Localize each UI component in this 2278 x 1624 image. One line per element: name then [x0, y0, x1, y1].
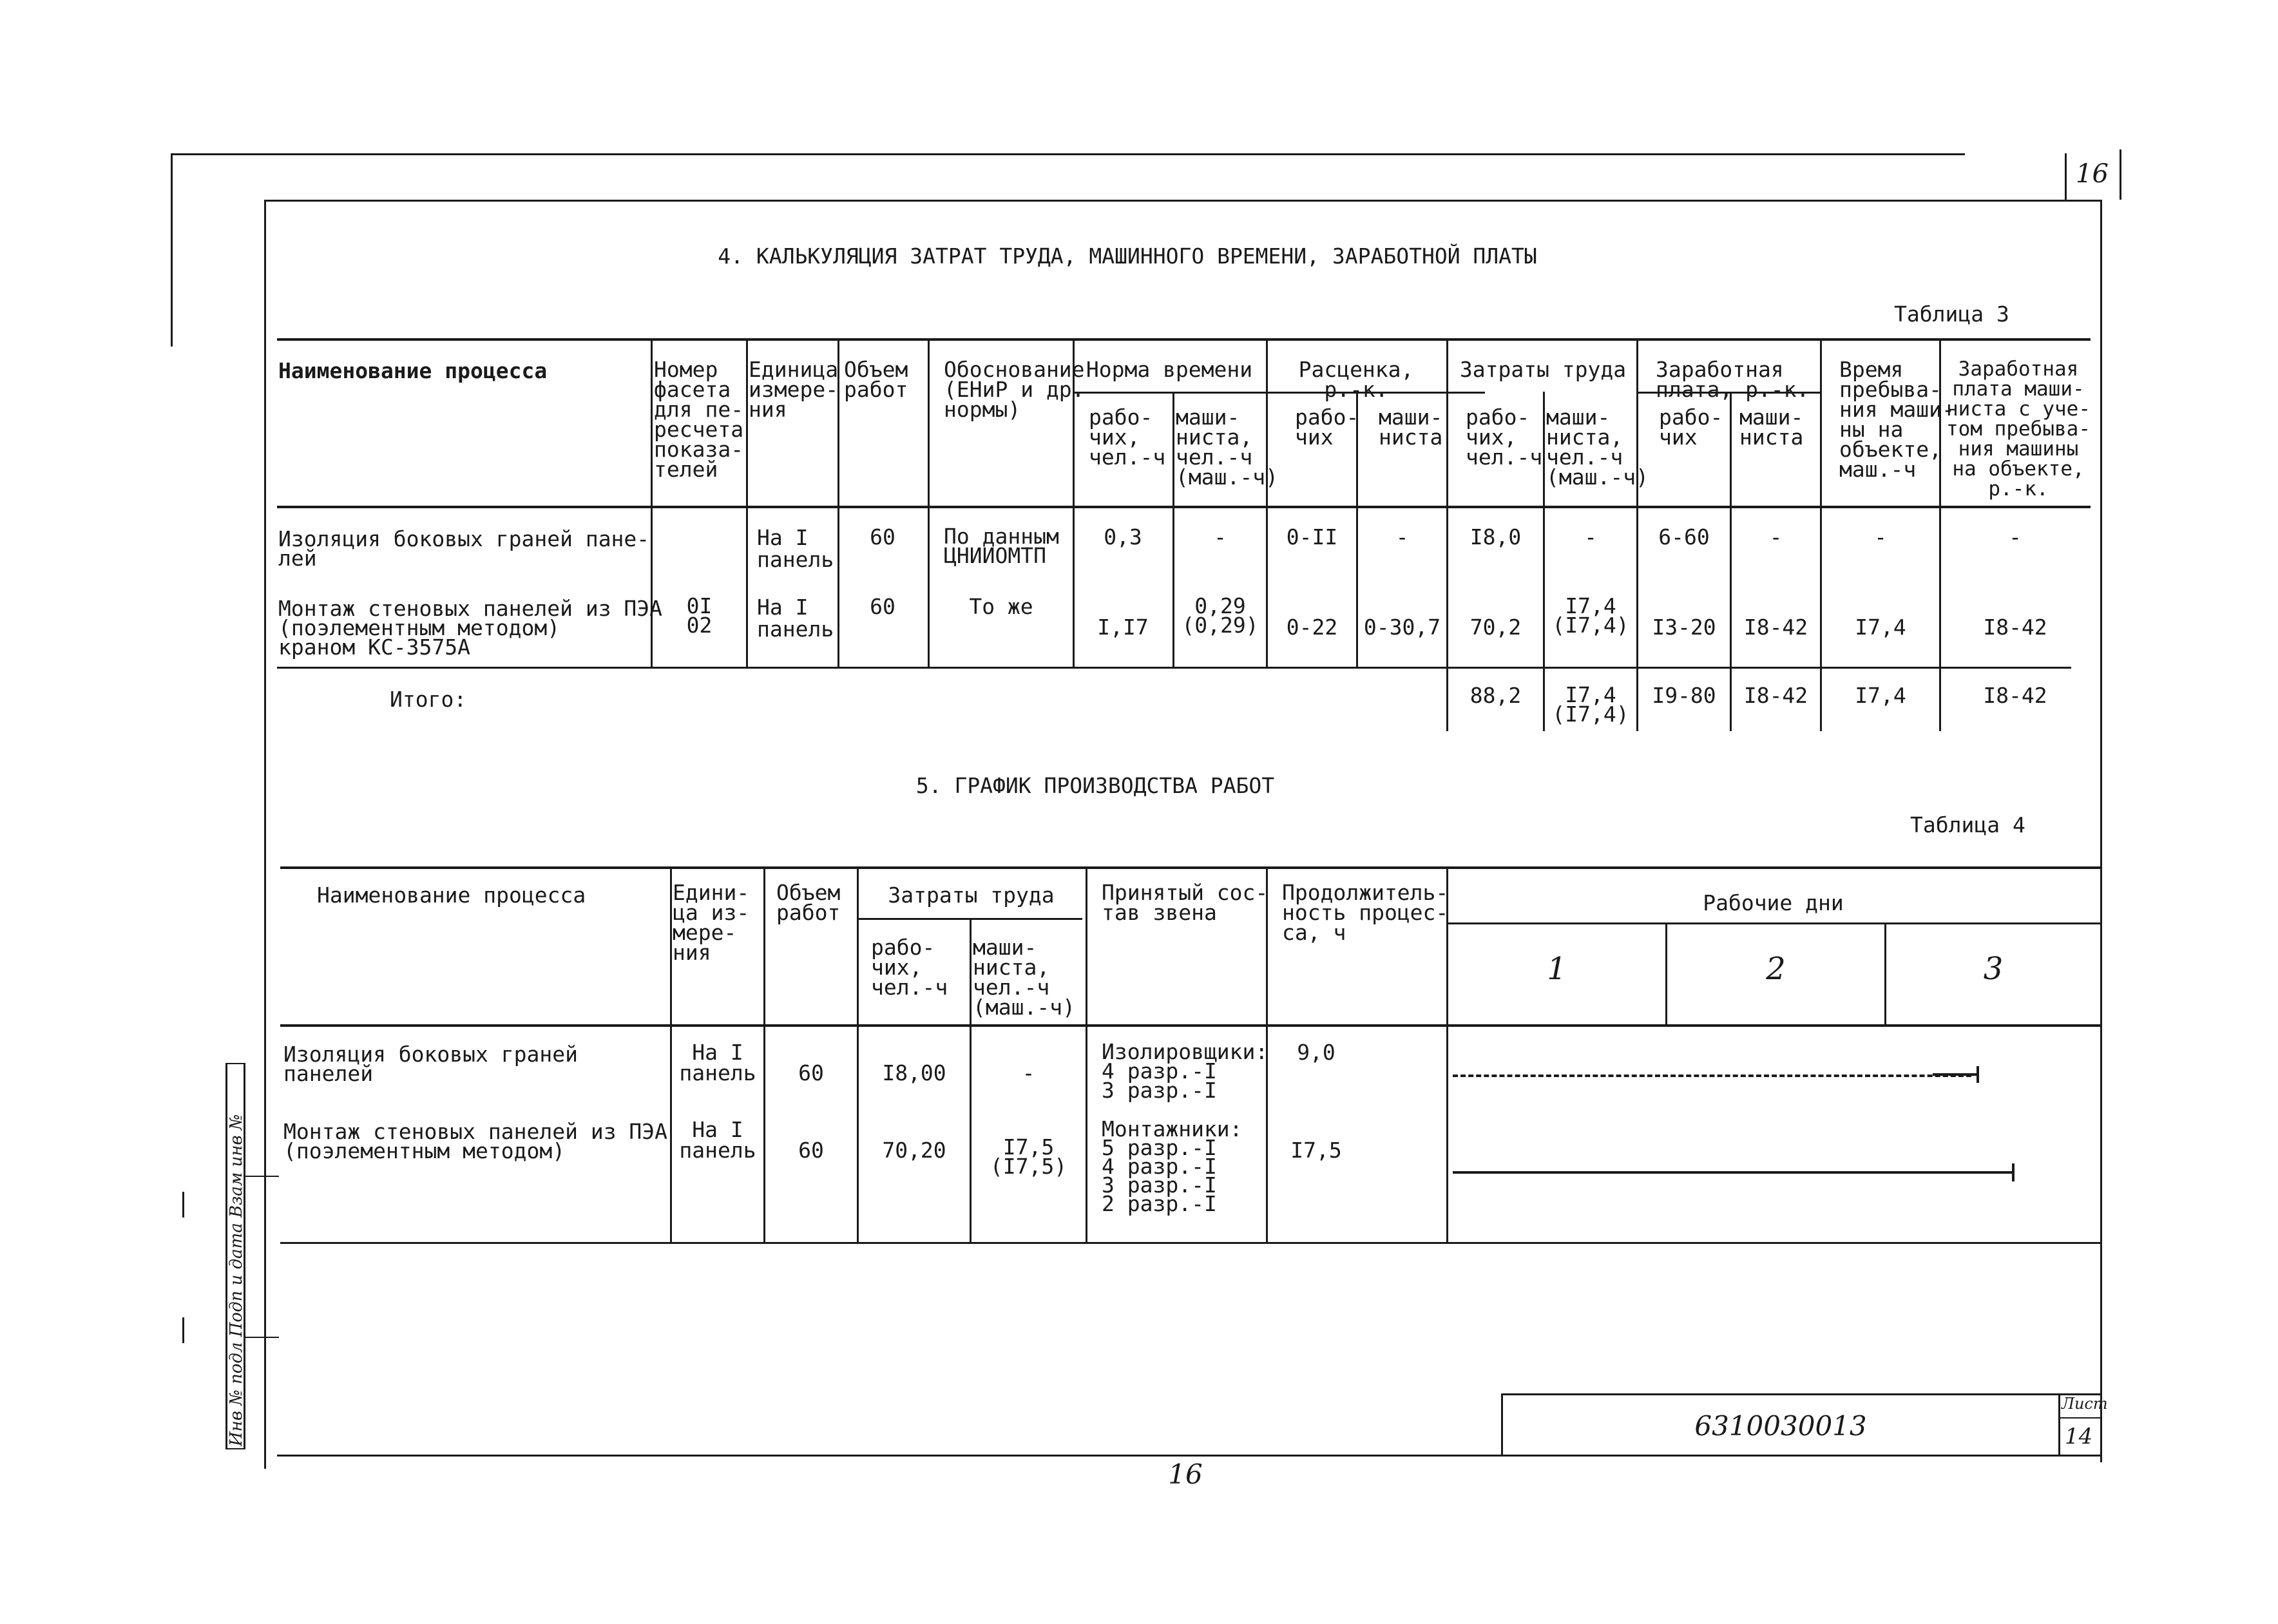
t3-r1-basis: По данным ЦНИИОМТП	[944, 524, 1059, 568]
page-bottom-number: 16	[1168, 1458, 1203, 1490]
t3-r2-rate-workers: 0-22	[1286, 615, 1338, 640]
t4-day-2: 2	[1766, 951, 1786, 987]
t3-r1-process: Изоляция боковых граней пане- лей	[278, 526, 650, 571]
t3-header-facet: Номер фасета для пе- ресчета показа- телей	[654, 357, 744, 482]
gantt-bar-insulation-end	[1977, 1066, 1979, 1083]
t4-r1-unit: На I панель	[679, 1040, 756, 1085]
t3-r1-volume: 60	[870, 524, 895, 549]
t3-total-label: Итого:	[390, 687, 467, 712]
t3-header-machine-wage: Заработная плата маши- ниста с уче- том пребыва- ния машины на объекте, р.-к.	[1946, 358, 2091, 501]
t3-r1-wage-workers: 6-60	[1658, 524, 1710, 549]
t3-header-norm-workers: рабо- чих, чел.-ч	[1089, 405, 1166, 470]
t3-r1-rate-workers: 0-II	[1286, 524, 1338, 549]
t4-day-3: 3	[1983, 951, 2004, 987]
t3-r2-facet: 0I 02	[686, 593, 713, 638]
t3-r2-wage-workers: I3-20	[1652, 615, 1716, 640]
t4-header-duration: Продолжитель- ность процес- са, ч	[1282, 880, 1449, 945]
t3-r1-machine-time: -	[1874, 524, 1887, 549]
doc-code: 6310030013	[1694, 1410, 1867, 1442]
t3-r1-unit: На I панель	[757, 525, 834, 572]
section5-title: 5. ГРАФИК ПРОИЗВОДСТВА РАБОТ	[915, 773, 1275, 798]
t4-r1-crew: Изолировщики: 4 разр.-I 3 разр.-I	[1102, 1039, 1268, 1103]
t3-r1-labor-workers: I8,0	[1469, 524, 1522, 549]
t4-r2-labor-workers: 70,20	[882, 1138, 946, 1163]
t4-r2-process: Монтаж стеновых панелей из ПЭА (поэлементным методом)	[283, 1119, 668, 1163]
t4-r1-volume: 60	[798, 1060, 824, 1085]
t4-r2-crew: Монтажники: 5 разр.-I 4 разр.-I 3 разр.-I 2 разр.-I	[1102, 1116, 1243, 1216]
t4-r2-duration: I7,5	[1290, 1138, 1342, 1163]
t3-header-volume: Объем работ	[844, 357, 908, 402]
t3-header-norm: Норма времени	[1086, 357, 1253, 382]
t3-r2-wage-machinists: I8-42	[1743, 615, 1808, 640]
t3-header-labor-workers: рабо- чих, чел.-ч	[1466, 405, 1543, 470]
t4-header-labor: Затраты труда	[888, 883, 1055, 908]
t4-header-volume: Объем работ	[776, 880, 841, 925]
side-stamp-text: Инв № подл Подп и дата Взам инв №	[227, 1114, 246, 1446]
t4-r1-labor-workers: I8,00	[882, 1060, 946, 1085]
gantt-bar-insulation-tail	[1933, 1073, 1978, 1076]
t4-header-days: Рабочие дни	[1703, 890, 1844, 915]
t4-header-unit: Едини- ца из- мере- ния	[673, 880, 750, 965]
t3-header-unit: Единица измере- ния	[749, 357, 839, 422]
t4-header-labor-workers: рабо- чих, чел.-ч	[871, 935, 948, 1000]
t3-r1-norm-machinists: -	[1214, 524, 1227, 549]
t3-header-basis: Обоснование (ЕНиР и др. нормы)	[944, 357, 1085, 422]
t3-header-wage-machinists: маши- ниста	[1739, 405, 1804, 450]
t3-r2-process: Монтаж стеновых панелей из ПЭА (поэлементным методом) краном КС-3575А	[278, 596, 663, 660]
t3-r2-volume: 60	[870, 594, 895, 619]
section4-title: 4. КАЛЬКУЛЯЦИЯ ЗАТРАТ ТРУДА, МАШИННОГО ВРЕМЕНИ, ЗАРАБОТНОЙ ПЛАТЫ	[718, 244, 1537, 269]
t4-r2-volume: 60	[798, 1138, 824, 1163]
t3-r2-machine-wage: I8-42	[1983, 615, 2047, 640]
t4-header-labor-machinists: маши- ниста, чел.-ч (маш.-ч)	[973, 935, 1075, 1020]
t3-header-wage: Заработная плата, р.-к.	[1656, 357, 1810, 402]
t3-r2-norm-machinists: 0,29 (0,29)	[1182, 593, 1259, 638]
t4-r1-labor-machinists: -	[1022, 1060, 1035, 1085]
t3-r2-norm-workers: I,I7	[1097, 615, 1149, 640]
gantt-bar-insulation	[1453, 1075, 1971, 1077]
t3-header-norm-machinists: маши- ниста, чел.-ч (маш.-ч)	[1176, 405, 1278, 490]
sheet-number: 14	[2065, 1424, 2093, 1449]
t3-r1-labor-machinists: -	[1584, 524, 1597, 549]
t3-r2-basis: То же	[969, 594, 1033, 619]
t3-r1-norm-workers: 0,3	[1104, 524, 1142, 549]
t3-r2-labor-machinists: I7,4 (I7,4)	[1552, 593, 1629, 638]
t3-r2-labor-workers: 70,2	[1469, 615, 1522, 640]
t3-header-rate-machinists: маши- ниста	[1379, 405, 1443, 450]
t3-r1-wage-machinists: -	[1769, 524, 1783, 549]
t3-header-labor-machinists: маши- ниста, чел.-ч (маш.-ч)	[1546, 405, 1649, 490]
t3-header-rate-workers: рабо- чих	[1295, 405, 1359, 450]
t3-r2-rate-machinists: 0-30,7	[1363, 615, 1441, 640]
section5-table-label: Таблица 4	[1910, 812, 2025, 837]
t3-r1-rate-machinists: -	[1395, 524, 1409, 549]
t4-r1-duration: 9,0	[1297, 1040, 1335, 1065]
t3-total-labor-workers: 88,2	[1469, 683, 1522, 708]
t3-total-wage-workers: I9-80	[1652, 683, 1716, 708]
t4-header-process: Наименование процесса	[317, 883, 586, 908]
sheet-label: Лист	[2062, 1395, 2108, 1413]
t3-r2-unit: На I панель	[757, 595, 834, 642]
t3-total-machine-wage: I8-42	[1983, 683, 2047, 708]
t4-day-1: 1	[1547, 951, 1567, 987]
t4-r1-process: Изоляция боковых граней панелей	[283, 1042, 578, 1086]
gantt-bar-mounting-end	[2012, 1163, 2015, 1181]
t3-header-rate: Расценка, р.-к.	[1298, 357, 1414, 402]
gantt-bar-mounting	[1453, 1171, 2013, 1174]
t3-header-wage-workers: рабо- чих	[1659, 405, 1723, 450]
t4-header-crew: Принятый сос- тав звена	[1102, 880, 1268, 925]
t3-r2-machine-time: I7,4	[1855, 615, 1906, 640]
t4-r2-unit: На I панель	[679, 1117, 756, 1163]
t3-header-labor: Затраты труда	[1459, 357, 1627, 382]
t3-total-machine-time: I7,4	[1855, 683, 1906, 708]
section4-table-label: Таблица 3	[1894, 301, 2009, 327]
t3-total-wage-machinists: I8-42	[1743, 683, 1808, 708]
t3-r1-machine-wage: -	[2009, 524, 2022, 549]
page-corner-number: 16	[2076, 159, 2109, 189]
t3-total-labor-machinists: I7,4 (I7,4)	[1552, 682, 1629, 727]
t4-r2-labor-machinists: I7,5 (I7,5)	[990, 1134, 1067, 1179]
t3-header-process: Наименование процесса	[278, 358, 548, 383]
t3-header-machine-time: Время пребыва- ния маши- ны на объекте, маш.-ч	[1839, 357, 1955, 482]
